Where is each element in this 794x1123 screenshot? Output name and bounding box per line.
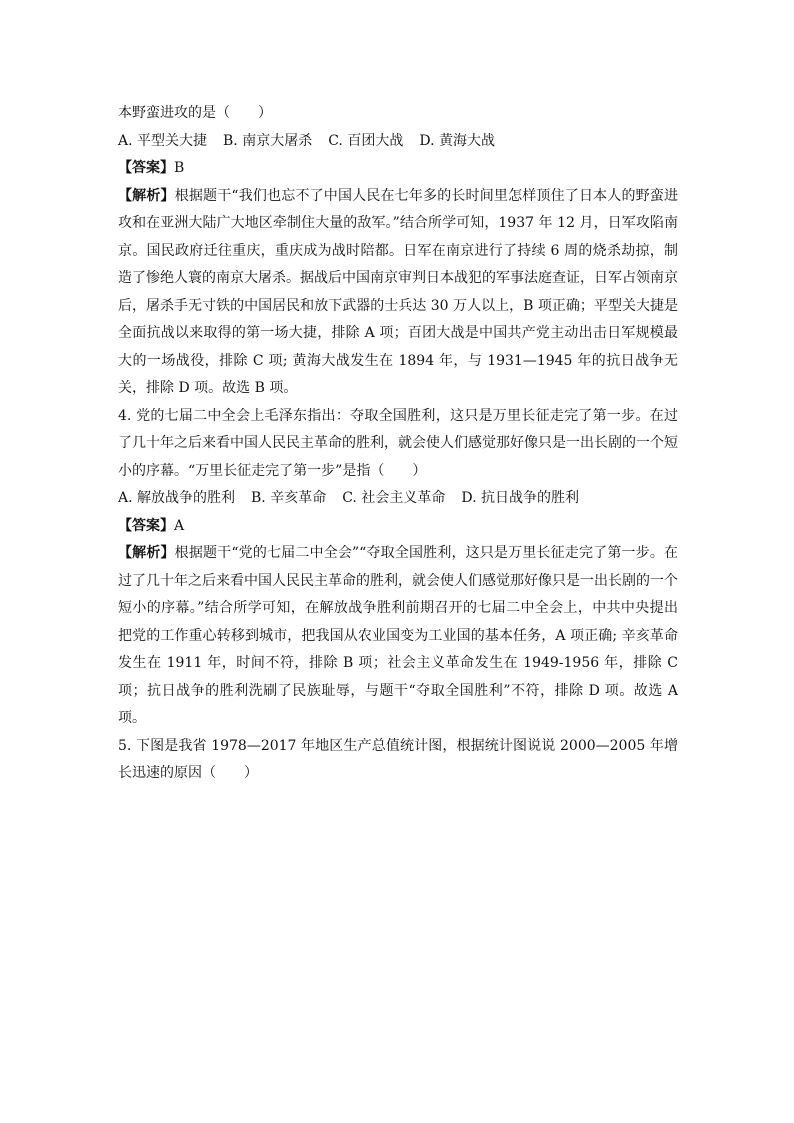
q3-analysis	[118, 183, 678, 403]
q4-options	[118, 485, 678, 513]
q4-analysis	[118, 540, 678, 733]
q3-answer	[118, 155, 678, 183]
q4-stem: 4. 党的七届二中全会上毛泽东指出：夺取全国胜利，这只是万里长征走完了第一步。在过了几十年之后来看中国人民民主革命的胜利，就会使人们感觉那好像只是一出长剧的一个短小的序幕。“万里长征走完了第一步”是指（ ）	[118, 407, 678, 479]
q3-option-b: B. 南京大屠杀	[223, 132, 313, 149]
q4-option-c: C. 社会主义革命	[342, 490, 446, 506]
q3-options	[118, 128, 678, 156]
q3-analysis-text: 根据题干“我们也忘不了中国人民在七年多的长时间里怎样顶住了日本人的野蛮进攻和在亚洲大陆广大地区牵制住大量的敌军。”结合所学可知，1937 年 12 月，日军攻陷南京。国民政府迁往重庆，重庆成为战时陪都。日军在南京进行了持续 6 周的烧杀劫掠，制造了惨绝人寰的南京大屠杀。据战后中国南京审判日本战犯的军事法庭查证，日军占领南京后，屠杀手无寸铁的中国居民和放下武器的士兵达 30 万人以上，B 项正确；平型关大捷是全面抗战以来取得的第一场大捷，排除 A 项；百团大战是中国共产党主动出击日军规模最大的一场战役，排除 C 项; 黄海大战发生在 1894 年，与 1931—1945 年的抗日战争无关，排除 D 项。故选 B 项。	[118, 187, 679, 396]
q3-answer-tag: 【答案】	[118, 160, 174, 176]
q4-analysis-text: 根据题干“党的七届二中全会”“夺取全国胜利，这只是万里长征走完了第一步。在过了几十年之后来看中国人民民主革命的胜利，就会使人们感觉那好像只是一出长剧的一个短小的序幕。”结合所学可知，在解放战争胜利前期召开的七届二中全会上，中共中央提出把党的工作重心转移到城市，把我国从农业国变为工业国的基本任务，A 项正确; 辛亥革命发生在 1911 年，时间不符，排除 B 项；社会主义革命发生在 1949-1956 年，排除 C 项；抗日战争的胜利洗刷了民族耻辱，与题干“夺取全国胜利”不符，排除 D 项。故选 A 项。	[118, 545, 678, 726]
q4-answer-value: A	[174, 517, 185, 534]
q4-answer	[118, 513, 678, 541]
q4-answer-tag: 【答案】	[118, 517, 174, 534]
q4-option-d: D. 抗日战争的胜利	[461, 490, 579, 506]
q3-answer-value: B	[174, 160, 185, 176]
q4-option-b: B. 辛亥革命	[251, 490, 327, 506]
q5-stem: 5. 下图是我省 1978—2017 年地区生产总值统计图，根据统计图说说 2000—2005 年增长迅速的原因（ ）	[118, 737, 678, 781]
q4-option-a: A. 解放战争的胜利	[118, 490, 236, 506]
q3-option-a: A. 平型关大捷	[118, 132, 208, 149]
q3-option-d: D. 黄海大战	[419, 132, 495, 149]
document-page	[118, 100, 678, 788]
q3-stem-tail: 本野蛮进攻的是（ ）	[118, 105, 272, 121]
q3-option-c: C. 百团大战	[328, 132, 404, 149]
q4-analysis-tag: 【解析】	[118, 545, 175, 561]
q3-analysis-tag: 【解析】	[118, 187, 175, 204]
